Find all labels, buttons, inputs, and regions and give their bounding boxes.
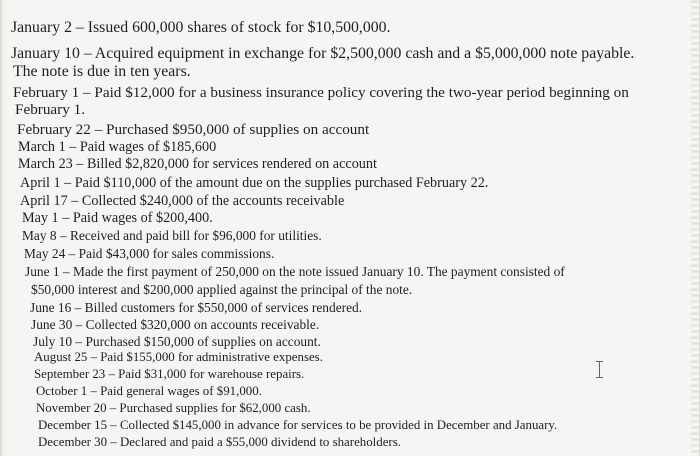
transaction-line: April 17 – Collected $240,000 of the accounts receivable [20, 193, 345, 209]
transaction-line: May 8 – Received and paid bill for $96,000 for utilities. [22, 228, 322, 243]
transaction-line: February 1. [15, 101, 86, 118]
transaction-line: January 10 – Acquired equipment in exchange for $2,500,000 cash and a $5,000,000 note payable. [11, 45, 635, 62]
page-edge-right [691, 0, 699, 456]
transaction-line: February 1 – Paid $12,000 for a business insurance policy covering the two-year period beginning on [13, 84, 629, 101]
transaction-line: May 1 – Paid wages of $200,400. [22, 210, 213, 226]
transaction-line: The note is due in ten years. [13, 63, 191, 80]
transaction-line: June 16 – Billed customers for $550,000 of services rendered. [30, 300, 363, 315]
transaction-line: December 30 – Declared and paid a $55,000 dividend to shareholders. [38, 435, 401, 449]
transaction-line: March 23 – Billed $2,820,000 for services rendered on account [18, 156, 377, 172]
transaction-line: October 1 – Paid general wages of $91,000. [36, 384, 262, 398]
text-cursor-icon [596, 361, 604, 379]
transaction-line: April 1 – Paid $110,000 of the amount due on the supplies purchased February 22. [20, 175, 489, 191]
transaction-line: September 23 – Paid $31,000 for warehouse repairs. [34, 367, 305, 381]
transaction-line: July 10 – Purchased $150,000 of supplies on account. [33, 334, 321, 349]
transaction-line: November 20 – Purchased supplies for $62,000 cash. [36, 401, 311, 415]
transaction-line: February 22 – Purchased $950,000 of supplies on account [17, 121, 370, 138]
transaction-line: January 2 – Issued 600,000 shares of stock for $10,500,000. [11, 19, 391, 36]
page-edge-left [1, 0, 5, 456]
transaction-line: June 30 – Collected $320,000 on accounts receivable. [31, 317, 320, 332]
transaction-line: December 15 – Collected $145,000 in advance for services to be provided in December and January. [38, 418, 558, 432]
transaction-line: March 1 – Paid wages of $185,600 [18, 139, 217, 155]
transaction-line: May 24 – Paid $43,000 for sales commissions. [24, 246, 275, 261]
transaction-line: $50,000 interest and $200,000 applied against the principal of the note. [31, 282, 413, 297]
transaction-line: June 1 – Made the first payment of 250,000 on the note issued January 10. The payment consisted of [25, 264, 565, 279]
transaction-line: August 25 – Paid $155,000 for administrative expenses. [34, 350, 323, 364]
